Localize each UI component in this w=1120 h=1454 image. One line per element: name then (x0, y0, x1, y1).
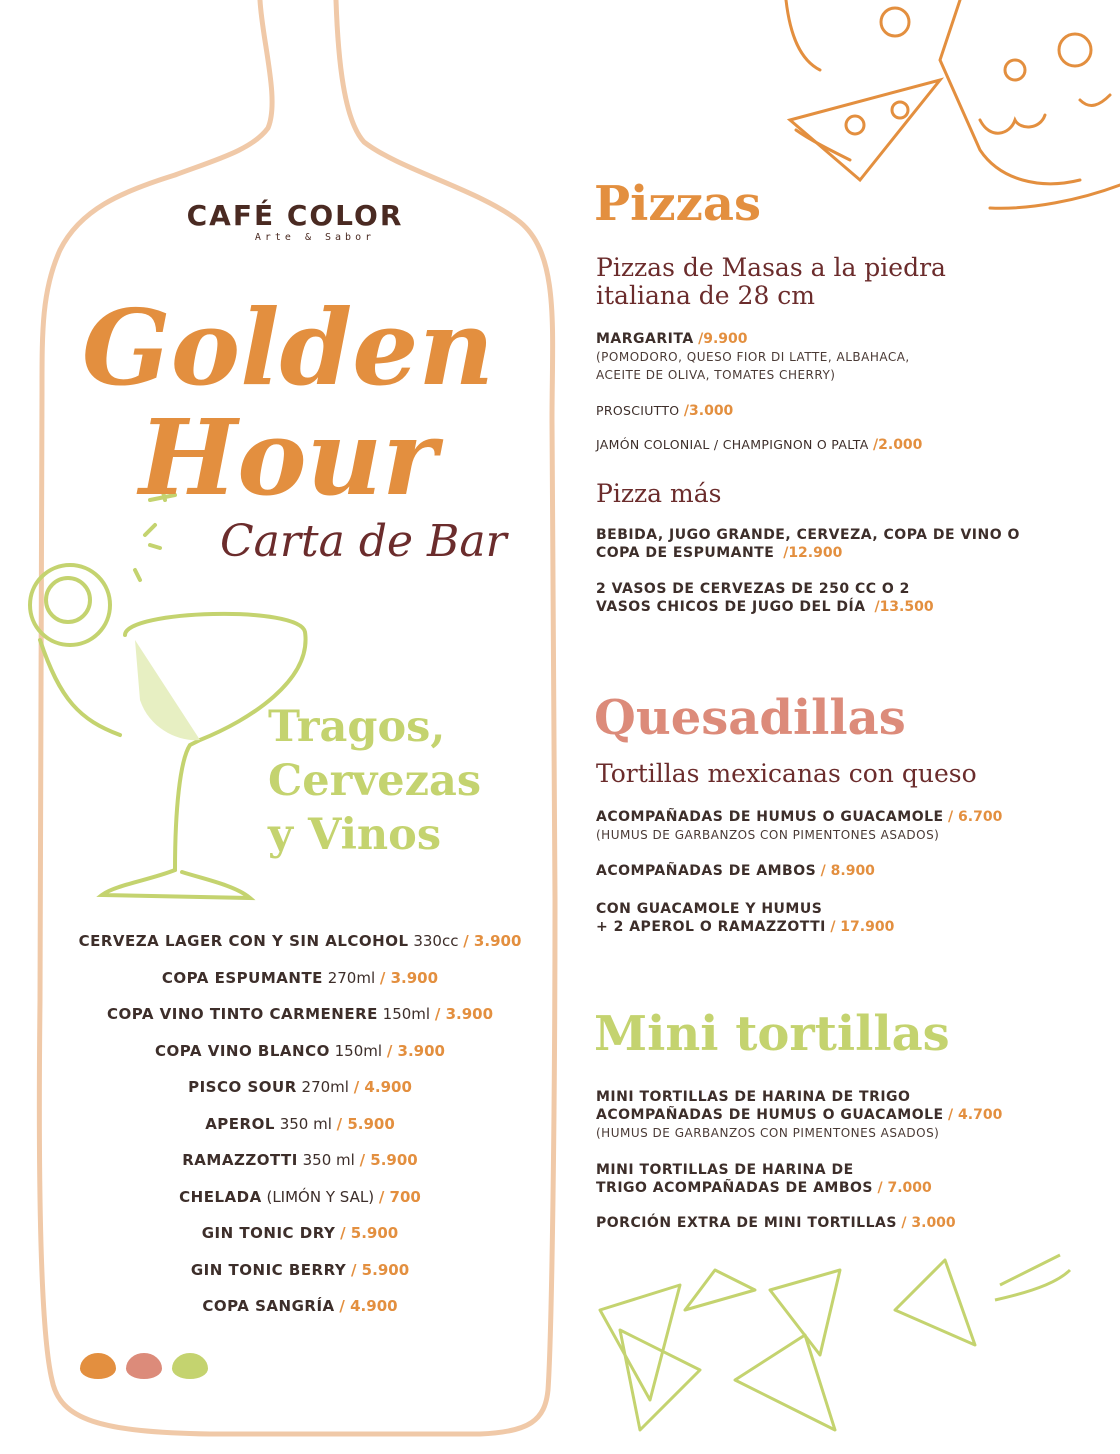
mini-tortilla-item (596, 1161, 1076, 1197)
drink-item (40, 1111, 560, 1148)
drinks-title-line: y Vinos (268, 810, 442, 860)
item-price: /13.500 (874, 599, 934, 615)
drinks-list (40, 928, 560, 1330)
drink-size: 150ml (382, 1005, 431, 1023)
drink-item (40, 1257, 560, 1294)
drink-name: RAMAZZOTTI (182, 1151, 298, 1169)
item-price: /3.000 (683, 403, 734, 419)
item-name: MINI TORTILLAS DE HARINA DE (596, 1162, 854, 1178)
drink-item (40, 1038, 560, 1075)
pizza-extra (596, 402, 1076, 420)
drink-item (40, 965, 560, 1002)
drink-name: COPA VINO TINTO CARMENERE (106, 1005, 378, 1023)
drink-price: / 5.900 (350, 1260, 410, 1279)
quesadilla-item (596, 862, 1076, 880)
drink-item (40, 1220, 560, 1257)
drink-size: 330cc (413, 932, 459, 950)
item-price: / 8.900 (820, 863, 875, 879)
drinks-title-line: Tragos, (268, 702, 446, 752)
drink-price: / 3.900 (463, 932, 522, 950)
item-name: + 2 APEROL O RAMAZZOTTI (596, 919, 826, 935)
pizza-combo (596, 580, 1076, 616)
item-description: (HUMUS DE GARBANZOS CON PIMENTONES ASADOS) (596, 828, 940, 842)
brand-tagline: Arte & Sabor (254, 232, 376, 243)
item-name: CON GUACAMOLE Y HUMUS (596, 901, 823, 917)
drink-item (40, 1074, 560, 1111)
item-description: (HUMUS DE GARBANZOS CON PIMENTONES ASADOS) (596, 1126, 940, 1140)
color-dot-salmon (126, 1353, 162, 1379)
drink-price: / 5.900 (359, 1151, 418, 1169)
drink-price: / 5.900 (336, 1114, 395, 1133)
brand-name: CAFÉ COLOR (186, 199, 404, 232)
color-dot-green (172, 1353, 208, 1379)
item-name: JAMÓN COLONIAL / CHAMPIGNON O PALTA (596, 437, 869, 452)
section-title-mini-tortillas: Mini tortillas (594, 1006, 950, 1062)
item-price: /12.900 (783, 545, 843, 561)
item-name: VASOS CHICOS DE JUGO DEL DÍA (596, 599, 866, 615)
color-dot-orange (80, 1353, 116, 1379)
hero-hour: Hour (138, 396, 438, 519)
drinks-title-line: Cervezas (268, 756, 482, 806)
drink-size: 150ml (334, 1041, 383, 1060)
drink-price: / 5.900 (340, 1224, 399, 1242)
item-name: ACOMPAÑADAS DE HUMUS O GUACAMOLE (596, 1107, 944, 1123)
brand-logo (150, 200, 440, 244)
item-name: BEBIDA, JUGO GRANDE, CERVEZA, COPA DE VINO O (596, 527, 1020, 543)
item-name: ACOMPAÑADAS DE HUMUS O GUACAMOLE (596, 809, 944, 825)
item-price: / 3.000 (901, 1215, 956, 1231)
drink-item (40, 1293, 560, 1330)
drink-item (40, 1001, 560, 1038)
drink-name: APEROL (205, 1114, 275, 1133)
tortilla-chips-icon (600, 1255, 1070, 1430)
item-price: / 7.000 (877, 1180, 932, 1196)
mini-tortilla-item (596, 1214, 1076, 1232)
item-price: /2.000 (873, 437, 923, 453)
mini-tortilla-item (596, 1088, 1076, 1142)
drink-price: / 3.900 (379, 968, 439, 987)
section-title-quesadillas: Quesadillas (594, 690, 906, 746)
pizza-drawing-icon (786, 0, 1120, 208)
quesadilla-item (596, 900, 1076, 936)
item-description: ACEITE DE OLIVA, TOMATES CHERRY) (596, 368, 836, 382)
quesadillas-subtitle: Tortillas mexicanas con queso (596, 759, 977, 788)
drinks-title (268, 700, 481, 862)
pizza-mas-title: Pizza más (596, 479, 722, 508)
item-name: TRIGO ACOMPAÑADAS DE AMBOS (596, 1180, 874, 1196)
section-title-pizzas: Pizzas (594, 176, 761, 232)
quesadilla-item (596, 808, 1076, 844)
drink-price: / 3.900 (386, 1041, 445, 1060)
drink-item (40, 1184, 560, 1221)
drink-name: CERVEZA LAGER CON Y SIN ALCOHOL (78, 932, 409, 950)
item-name: COPA DE ESPUMANTE (596, 545, 775, 561)
item-name: 2 VASOS DE CERVEZAS DE 250 CC O 2 (596, 581, 910, 597)
drink-price: / 4.900 (339, 1297, 398, 1315)
item-description: (POMODORO, QUESO FIOR DI LATTE, ALBAHACA, (596, 350, 910, 364)
drink-name: COPA SANGRÍA (202, 1297, 335, 1315)
hero-subtitle: Carta de Bar (220, 516, 507, 567)
item-name: ACOMPAÑADAS DE AMBOS (596, 863, 817, 879)
hero-golden: Golden (81, 286, 495, 409)
drink-size: 270ml (327, 968, 376, 987)
item-price: / 6.700 (948, 809, 1003, 825)
drink-name: COPA VINO BLANCO (155, 1041, 330, 1060)
item-name: PORCIÓN EXTRA DE MINI TORTILLAS (596, 1215, 897, 1231)
item-price: /9.900 (698, 331, 748, 347)
pizza-extra (596, 436, 1076, 454)
pizza-margarita (596, 330, 1076, 384)
drink-name: CHELADA (179, 1187, 262, 1206)
pizzas-subtitle-line: italiana de 28 cm (596, 281, 816, 310)
drink-name: PISCO SOUR (188, 1078, 297, 1096)
drink-size: 350 ml (279, 1114, 332, 1133)
item-name: MINI TORTILLAS DE HARINA DE TRIGO (596, 1089, 911, 1105)
item-price: / 17.900 (830, 919, 895, 935)
drink-size: 270ml (301, 1078, 349, 1096)
drink-price: / 3.900 (434, 1005, 494, 1023)
drink-size: 350 ml (302, 1151, 355, 1169)
drink-name: GIN TONIC DRY (201, 1224, 336, 1242)
item-price: / 4.700 (948, 1107, 1003, 1123)
drink-size: (LIMÓN Y SAL) (266, 1187, 375, 1206)
drink-price: / 4.900 (353, 1078, 412, 1096)
drink-item (40, 1147, 560, 1184)
item-name: PROSCIUTTO (596, 403, 680, 418)
drink-price: / 700 (378, 1187, 421, 1206)
pizza-combo (596, 526, 1076, 562)
pizzas-subtitle (596, 254, 946, 310)
drink-name: GIN TONIC BERRY (190, 1260, 347, 1279)
item-name: MARGARITA (596, 331, 694, 347)
drink-item (40, 928, 560, 965)
pizzas-subtitle-line: Pizzas de Masas a la piedra (596, 253, 946, 282)
drink-name: COPA ESPUMANTE (161, 968, 323, 987)
